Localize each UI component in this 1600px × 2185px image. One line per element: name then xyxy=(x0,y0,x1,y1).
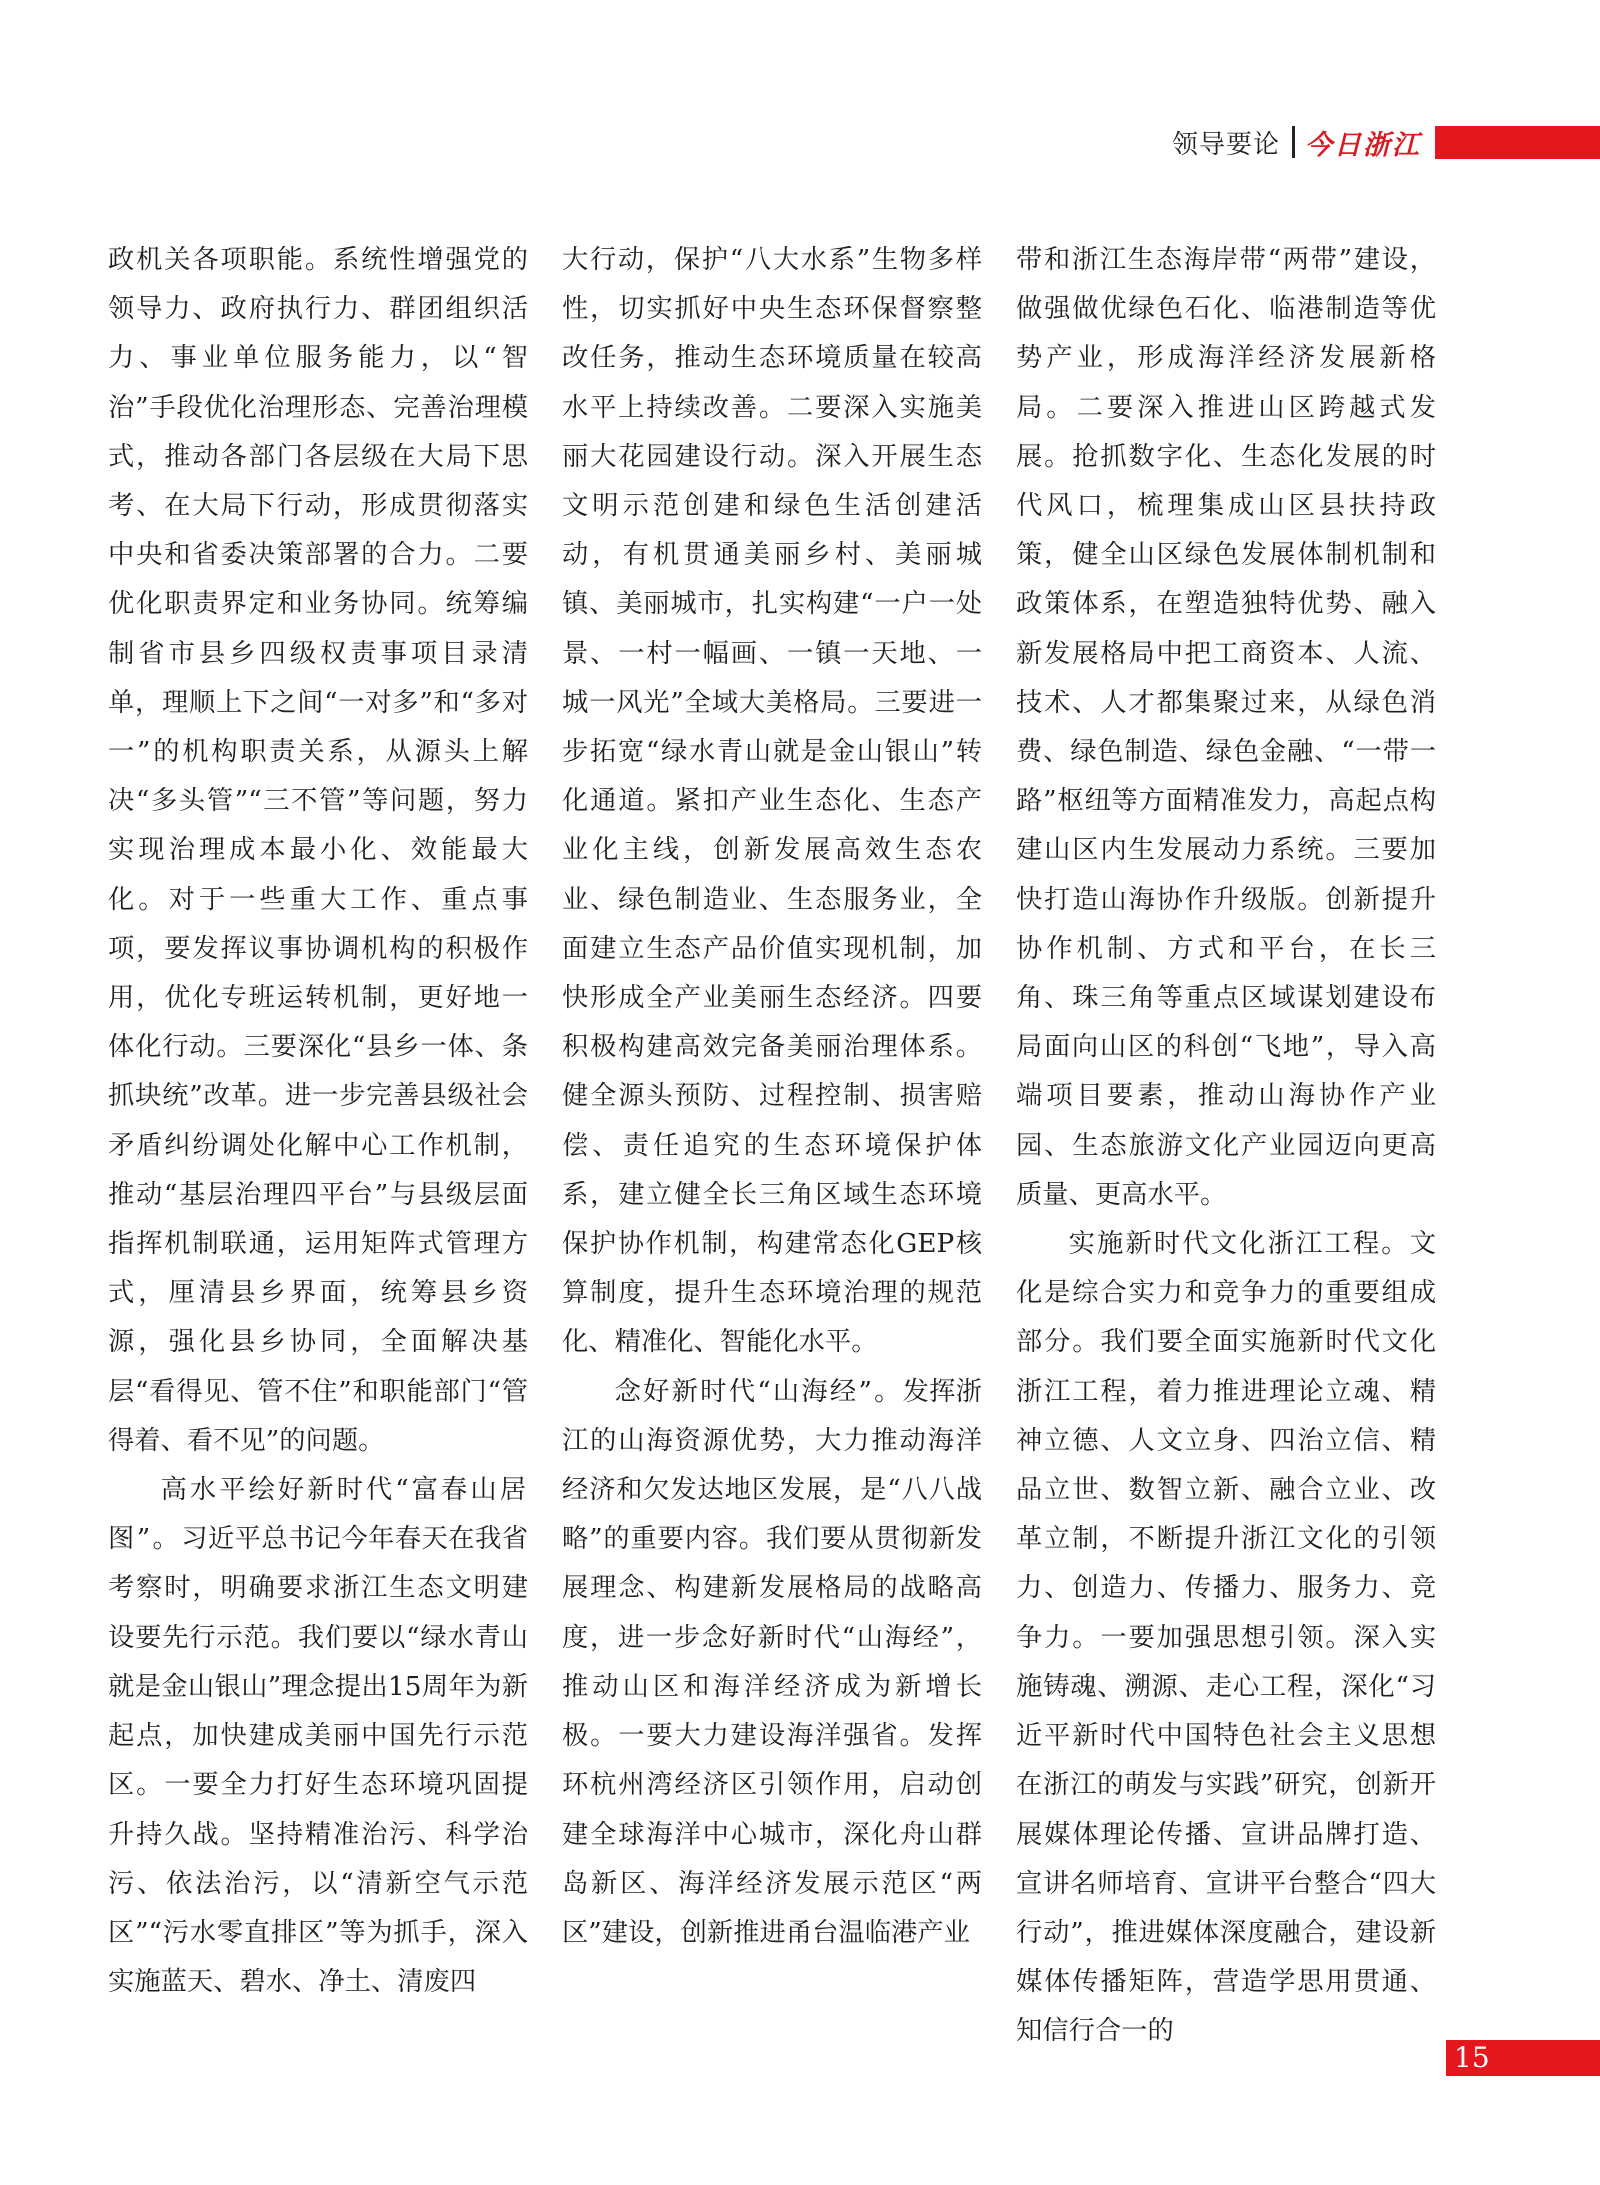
paragraph: 政机关各项职能。系统性增强党的领导力、政府执行力、群团组织活力、事业单位服务能力，以“智治”手段优化治理形态、完善治理模式，推动各部门各层级在大局下思考、在大局下行动，形成贯彻落实中央和省委决策部署的合力。二要优化职责界定和业务协同。统筹编制省市县乡四级权责事项目录清单，理顺上下之间“一对多”和“多对一”的机构职责关系，从源头上解决“多头管”“三不管”等问题，努力实现治理成本最小化、效能最大化。对于一些重大工作、重点事项，要发挥议事协调机构的积极作用，优化专班运转机制，更好地一体化行动。三要深化“县乡一体、条抓块统”改革。进一步完善县级社会矛盾纠纷调处化解中心工作机制，推动“基层治理四平台”与县级层面指挥机制联通，运用矩阵式管理方式，厘清县乡界面，统筹县乡资源，强化县乡协同，全面解决基层“看得见、管不住”和职能部门“管得着、看不见”的问题。 xyxy=(108,245,528,1456)
paragraph-body: 文化是综合实力和竞争力的重要组成部分。我们要全面实施新时代文化浙江工程，着力推进理论立魂、精神立德、人文立身、四治立信、精品立世、数智立新、融合立业、改革立制，不断提升浙江文化的引领力、创造力、传播力、服务力、竞争力。一要加强思想引领。深入实施铸魂、溯源、走心工程，深化“习近平新时代中国特色社会主义思想在浙江的萌发与实践”研究，创新开展媒体理论传播、宣讲品牌打造、宣讲名师培育、宣讲平台整合“四大行动”，推进媒体深度融合，建设新媒体传播矩阵，营造学思用贯通、知信行合一的 xyxy=(1016,1229,1436,2047)
brand-logo: 今日浙江 xyxy=(1305,129,1421,161)
paragraph xyxy=(562,1368,982,1958)
section-label: 领导要论 xyxy=(1171,129,1280,160)
page-header xyxy=(1172,122,1600,162)
page-number: 15 xyxy=(1446,2040,1600,2076)
paragraph-lead: 念好新时代“山海经”。 xyxy=(614,1376,903,1407)
text-column-1 xyxy=(108,236,528,2007)
paragraph-body: 发挥浙江的山海资源优势，大力推动海洋经济和欠发达地区发展，是“八八战略”的重要内容。我们要从贯彻新发展理念、构建新发展格局的战略高度，进一步念好新时代“山海经”，推动山区和海洋经济成为新增长极。一要大力建设海洋强省。发挥环杭州湾经济区引领作用，启动创建全球海洋中心城市，深化舟山群岛新区、海洋经济发展示范区“两区”建设，创新推进甬台温临港产业 xyxy=(562,1376,983,1948)
text-column-2 xyxy=(562,236,982,1958)
paragraph: 大行动，保护“八大水系”生物多样性，切实抓好中央生态环保督察整改任务，推动生态环境质量在较高水平上持续改善。二要深入实施美丽大花园建设行动。深入开展生态文明示范创建和绿色生活创建活动，有机贯通美丽乡村、美丽城镇、美丽城市，扎实构建“一户一处景、一村一幅画、一镇一天地、一城一风光”全域大美格局。三要进一步拓宽“绿水青山就是金山银山”转化通道。紧扣产业生态化、生态产业化主线，创新发展高效生态农业、绿色制造业、生态服务业，全面建立生态产品价值实现机制，加快形成全产业美丽生态经济。四要积极构建高效完备美丽治理体系。健全源头预防、过程控制、损害赔偿、责任追究的生态环境保护体系，建立健全长三角区域生态环境保护协作机制，构建常态化GEP核算制度，提升生态环境治理的规范化、精准化、智能化水平。 xyxy=(562,245,982,1358)
paragraph-lead: 实施新时代文化浙江工程。 xyxy=(1068,1229,1410,1260)
paragraph-lead: 高水平绘好新时代“富春山居图”。 xyxy=(108,1475,528,1555)
paragraph xyxy=(108,1466,528,2007)
header-divider xyxy=(1292,126,1295,158)
header-red-bar xyxy=(1435,126,1600,159)
paragraph xyxy=(1016,1220,1436,2056)
paragraph: 带和浙江生态海岸带“两带”建设，做强做优绿色石化、临港制造等优势产业，形成海洋经济发展新格局。二要深入推进山区跨越式发展。抢抓数字化、生态化发展的时代风口，梳理集成山区县扶持政策，健全山区绿色发展体制机制和政策体系，在塑造独特优势、融入新发展格局中把工商资本、人流、技术、人才都集聚过来，从绿色消费、绿色制造、绿色金融、“一带一路”枢纽等方面精准发力，高起点构建山区内生发展动力系统。三要加快打造山海协作升级版。创新提升协作机制、方式和平台，在长三角、珠三角等重点区域谋划建设布局面向山区的科创“飞地”，导入高端项目要素，推动山海协作产业园、生态旅游文化产业园迈向更高质量、更高水平。 xyxy=(1016,245,1436,1210)
text-column-3 xyxy=(1016,236,1436,2057)
paragraph-body: 习近平总书记今年春天在我省考察时，明确要求浙江生态文明建设要先行示范。我们要以“绿水青山就是金山银山”理念提出15周年为新起点，加快建成美丽中国先行示范区。一要全力打好生态环境巩固提升持久战。坚持精准治污、科学治污、依法治污，以“清新空气示范区”“污水零直排区”等为抓手，深入实施蓝天、碧水、净土、清废四 xyxy=(108,1524,528,1998)
